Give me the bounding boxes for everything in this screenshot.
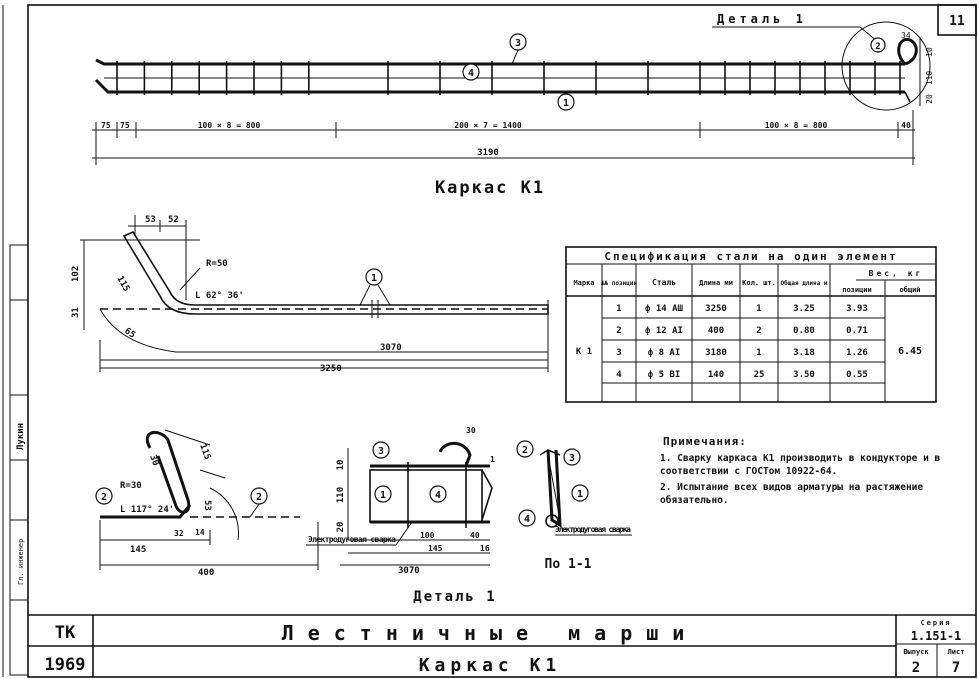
spec-cell-qty: 1 [756, 348, 762, 358]
top-rod [96, 60, 905, 64]
seg-75b: 75 [120, 121, 130, 130]
seg-800a: 100 × 8 = 800 [197, 121, 261, 130]
spec-cell-pos: 2 [616, 326, 622, 336]
dim-52: 52 [168, 215, 179, 225]
top-frame-drawing [92, 12, 934, 198]
tb-org: ТК [54, 623, 76, 643]
tb-issue-label: Выпуск [903, 648, 929, 656]
pos-marker-3: 3 [514, 38, 522, 49]
angle-62: L 62° 36' [195, 291, 244, 301]
sec-dim-100: 100 [420, 531, 435, 540]
spec-cell-pos: 4 [616, 370, 622, 380]
spec-cell-length: 3250 [705, 304, 727, 314]
dim-53: 53 [145, 215, 156, 225]
spec-table [566, 247, 936, 402]
spec-cell-length: 140 [707, 370, 725, 380]
view-pos-2: 2 [521, 445, 529, 456]
detail-radius: R=30 [120, 481, 142, 491]
view-weld-label: Электродуговая сварка [555, 525, 631, 534]
spec-total-weight: 6.45 [897, 346, 923, 357]
side-stamp [10, 245, 28, 675]
spec-cell-qty: 1 [756, 304, 762, 314]
detail-pos-2b: 2 [255, 492, 263, 503]
stamp-name: Лукин [16, 422, 26, 450]
hdr-pos: №№ позиции [600, 280, 638, 287]
dim-31: 31 [71, 307, 81, 318]
len-3250: 3250 [320, 364, 342, 374]
sec-weld-label: Электродуговая сварка [308, 535, 396, 544]
tb-sheet: 7 [951, 660, 961, 676]
detail-dim-115: 115 [197, 442, 213, 462]
detail-angle: L 117° 24' [120, 505, 175, 515]
seg-1400: 200 × 7 = 1400 [454, 121, 522, 130]
pos-marker-4: 4 [467, 68, 475, 79]
detail-label: Деталь 1 [717, 12, 807, 26]
dim-right-34: 34 [901, 31, 911, 40]
dim-65: 65 [122, 326, 137, 341]
spec-cell-pos: 1 [616, 304, 622, 314]
detail-1-drawing [96, 430, 497, 605]
detail-caption: Деталь 1 [413, 589, 497, 605]
spec-cell-weight: 0.71 [846, 326, 868, 336]
dim-right-10: 10 [925, 47, 934, 57]
sec-pos-4: 4 [434, 490, 442, 501]
sec-dim-16: 16 [480, 544, 490, 553]
sec-pos-1: 1 [379, 490, 387, 501]
seg-800b: 100 × 8 = 800 [764, 121, 828, 130]
radius-50: R=50 [206, 259, 228, 269]
detail-pos-2a: 2 [100, 492, 108, 503]
spec-mark: К 1 [575, 347, 593, 357]
notes [660, 435, 950, 542]
spec-cell-steel: ф 14 АШ [645, 304, 683, 314]
spec-cell-pos: 3 [616, 348, 622, 358]
spec-cell-total: 3.25 [793, 304, 815, 314]
spec-cell-qty: 25 [753, 370, 765, 380]
hdr-mark: Марка [573, 279, 595, 287]
view-pos-4: 4 [523, 514, 531, 525]
dim-right-110: 110 [925, 70, 934, 86]
dim-115: 115 [114, 274, 132, 294]
notes-title: Примечания: [663, 435, 747, 448]
hdr-weight-pos: позиции [842, 286, 872, 294]
sheet-number: 11 [949, 14, 965, 29]
sec-dim-30: 30 [466, 426, 476, 435]
pos-marker-1: 1 [562, 98, 570, 109]
detail-dim-400: 400 [198, 568, 215, 578]
detail-dim-30: 30 [147, 453, 161, 468]
tb-issue: 2 [911, 660, 921, 676]
spec-cell-total: 3.50 [793, 370, 815, 380]
sec-dim-10: 10 [336, 459, 346, 471]
detail-dim-145: 145 [130, 545, 147, 555]
detail-dim-14: 14 [195, 528, 205, 537]
spec-cell-length: 400 [707, 326, 725, 336]
spec-cell-weight: 3.93 [846, 304, 868, 314]
tb-sheet-label: Лист [947, 648, 965, 656]
spec-cell-total: 0.80 [793, 326, 815, 336]
view-pos-3: 3 [568, 453, 576, 464]
hdr-qty: Кол. шт. [742, 279, 776, 287]
pos-marker-2: 2 [875, 42, 881, 52]
sec-dim-145: 145 [428, 544, 443, 553]
bottom-rod [96, 80, 905, 92]
dim-102: 102 [71, 265, 81, 282]
rod-pos-1: 1 [370, 273, 378, 284]
hdr-weight: Вес, кг [868, 269, 924, 278]
note-2: 2. Испытание всех видов арматуры на растяжение обязательно. [660, 482, 924, 506]
section-view-1-1 [517, 441, 632, 572]
sec-len-3070: 3070 [398, 566, 420, 576]
seg-40: 40 [901, 121, 911, 130]
detail-dim-53: 53 [202, 500, 212, 511]
top-caption: Каркас К1 [434, 178, 546, 198]
tb-title: Лестничные марши [281, 621, 699, 645]
spec-cell-steel: ф 5 ВI [647, 370, 681, 380]
tb-series: 1.151-1 [910, 629, 962, 643]
detail-dim-32: 32 [174, 529, 184, 538]
hdr-length: Длина мм [699, 279, 733, 287]
right-hook [899, 39, 917, 64]
view-pos-1: 1 [576, 489, 584, 500]
sec-dim-20: 20 [336, 521, 346, 533]
sheet-frame [28, 5, 976, 677]
spec-cell-length: 3180 [705, 348, 727, 358]
view-caption: По 1-1 [544, 557, 592, 572]
tb-subtitle: Каркас К1 [418, 655, 562, 676]
sec-dim-110: 110 [336, 486, 346, 504]
sec-dim-40: 40 [470, 531, 480, 540]
sec-dim-1: 1 [490, 455, 495, 464]
sec-pos-3: 3 [377, 446, 385, 457]
spec-cell-total: 3.18 [793, 348, 815, 358]
spec-cell-qty: 2 [756, 326, 762, 336]
title-block [28, 615, 976, 677]
hdr-weight-total: общий [899, 286, 921, 294]
note-1: 1. Сварку каркаса К1 производить в кондукторе и в соответствии с ГОСТом 10922-64. [660, 453, 941, 477]
spec-cell-weight: 0.55 [846, 370, 868, 380]
hdr-total-length: Общая длина м [780, 280, 828, 287]
rod-1-drawing [71, 215, 548, 374]
tb-series-label: Серия [920, 619, 952, 627]
hdr-steel: Сталь [651, 278, 677, 287]
detail-callout-circle [842, 22, 930, 110]
spec-cell-steel: ф 8 АI [647, 348, 681, 358]
seg-75a: 75 [101, 121, 111, 130]
spec-title: Спецификация стали на один элемент [604, 250, 898, 263]
total-length: 3190 [477, 148, 499, 158]
sheet-number-box [938, 5, 976, 35]
tb-year: 1969 [44, 655, 86, 675]
len-3070: 3070 [380, 343, 402, 353]
dim-right-20: 20 [925, 94, 934, 104]
stamp-role: Гл. инженер [17, 538, 25, 585]
spec-cell-weight: 1.26 [846, 348, 868, 358]
spec-cell-steel: ф 12 АI [645, 326, 683, 336]
section-drawing [306, 426, 495, 576]
